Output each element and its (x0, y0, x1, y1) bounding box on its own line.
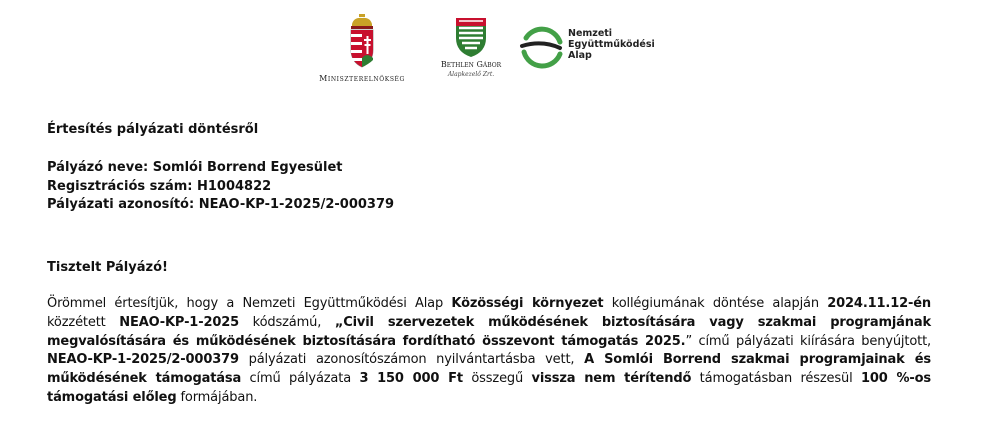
application-id: Pályázati azonosító: NEAO-KP-1-2025/2-000379 (47, 197, 395, 212)
applicant-info (47, 159, 394, 215)
body-emphasis: 2024.11.12-én (827, 296, 932, 311)
body-emphasis: vissza nem térítendő (531, 371, 692, 387)
body-text: kódszámú, (239, 314, 335, 330)
body-text: című pályázata (241, 371, 360, 387)
body-text: formájában. (176, 389, 258, 405)
body-text: Örömmel értesítjük, hogy a Nemzeti Együttműködési Alap (47, 296, 452, 311)
document-title: Értesítés pályázati döntésről (47, 122, 259, 137)
registration-number: Regisztrációs szám: H1004822 (47, 178, 272, 194)
body-emphasis: Közösségi környezet (451, 296, 604, 311)
nea-circle-icon (516, 22, 566, 72)
body-text: kollégiumának döntése alapján (603, 296, 828, 311)
nea-logo-line1: Nemzeti (568, 28, 613, 39)
body-text: támogatásban részesül (691, 371, 861, 387)
body-emphasis: NEAO-KP-1-2025 (119, 314, 240, 330)
body-text: közzétett (47, 314, 120, 330)
bethlen-logo-text: Bethlen Gábor (440, 60, 502, 69)
decision-paragraph (47, 295, 931, 408)
logo-header (0, 12, 985, 90)
nea-logo-line2: Együttműködési (568, 39, 655, 50)
body-text: összegű (462, 371, 532, 387)
body-text: pályázati azonosítószámon nyilvántartásba vett, (238, 352, 585, 368)
nea-logo (516, 22, 676, 82)
greeting: Tisztelt Pályázó! (47, 260, 168, 275)
ministry-logo (306, 14, 418, 88)
body-text: ” című pályázati kiírására benyújtott, (685, 333, 932, 349)
body-emphasis: 100 %-os támogatási előleg (47, 371, 931, 405)
body-emphasis: 3 150 000 Ft (359, 371, 463, 387)
coat-of-arms-icon (346, 14, 378, 70)
ministry-logo-text: Miniszterelnökség (319, 74, 405, 83)
body-emphasis: NEAO-KP-1-2025/2-000379 (47, 352, 239, 368)
bethlen-gabor-logo (432, 16, 510, 90)
bethlen-logo-subtext: Alapkezelő Zrt. (447, 71, 495, 78)
nea-logo-text (568, 28, 655, 61)
body-emphasis: A Somlói Borrend szakmai programjainak és működésének támogatása (47, 352, 931, 387)
applicant-name: Pályázó neve: Somlói Borrend Egyesület (47, 160, 343, 175)
bethlen-shield-icon (454, 16, 488, 58)
body-emphasis: „Civil szervezetek működésének biztosítására vagy szakmai programjának megvalósítására és működésének biztosítására fordítható összevont támogatás 2025. (47, 314, 931, 349)
nea-logo-line3: Alap (568, 50, 592, 61)
